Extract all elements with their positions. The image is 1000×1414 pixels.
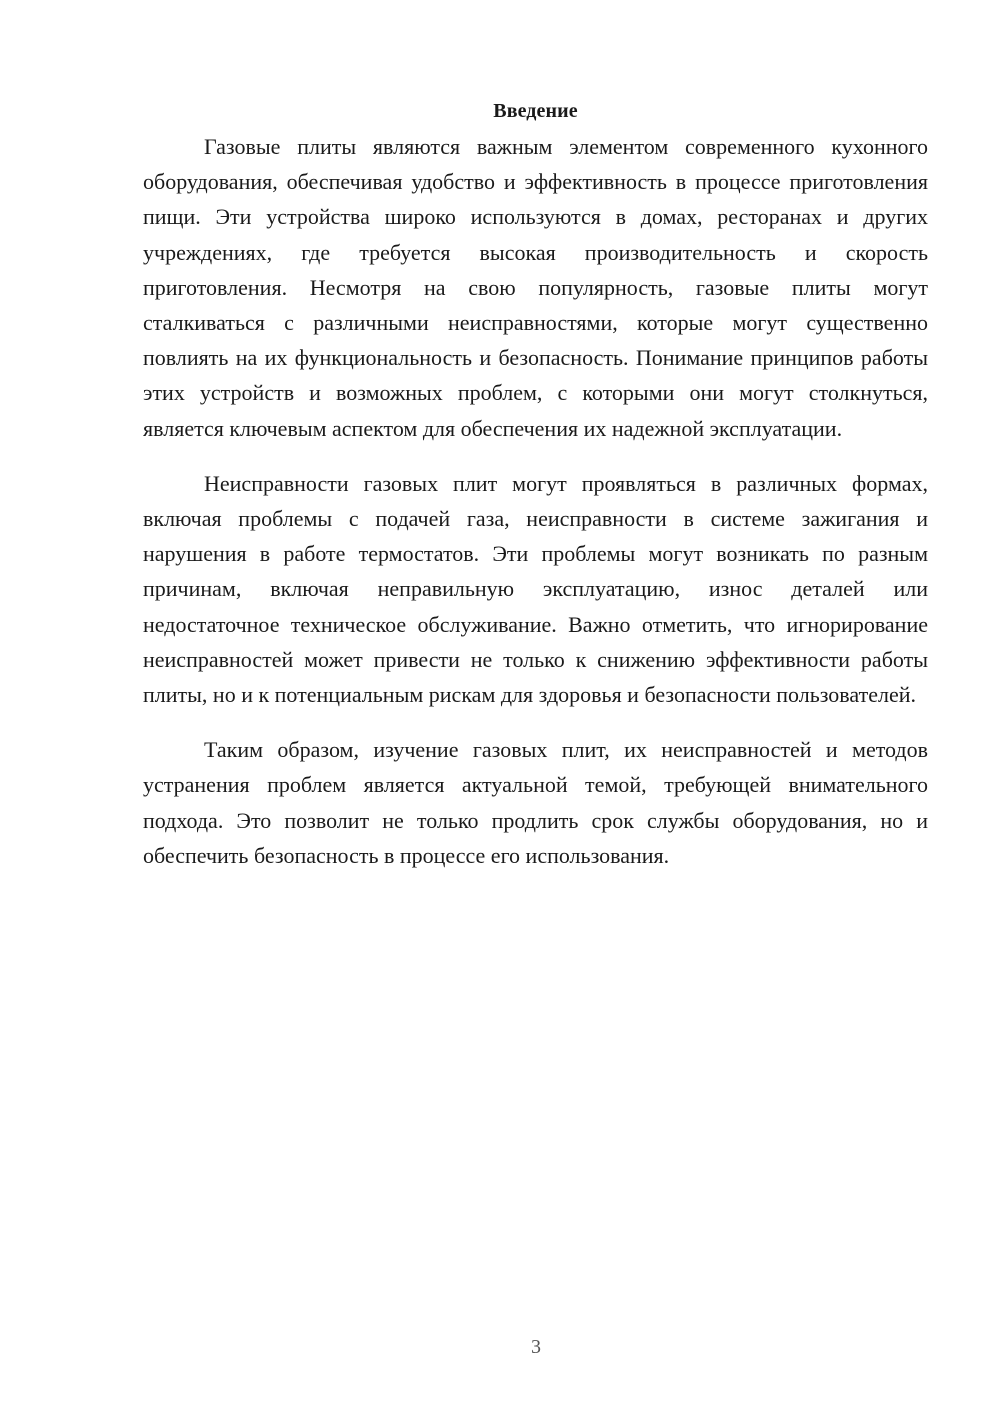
page-number: 3: [531, 1336, 541, 1358]
paragraph-2: Неисправности газовых плит могут проявляться в различных формах, включая проблемы с подачей газа, неисправности в системе зажигания и нарушения в работе термостатов. Эти проблемы могут возникать по разным причинам, включая неправильную эксплуатацию, износ деталей или недостаточное техническое обслуживание. Важно отметить, что игнорирование неисправностей может привести не только к снижению эффективности работы плиты, но и к потенциальным рискам для здоровья и безопасности пользователей.: [143, 470, 928, 708]
section-title: Введение: [493, 100, 578, 122]
page-content: [143, 94, 928, 873]
paragraph-3: Таким образом, изучение газовых плит, их неисправностей и методов устранения проблем является актуальной темой, требующей внимательного подхода. Это позволит не только продлить срок службы оборудования, но и обеспечить безопасность в процессе его использования.: [143, 737, 928, 868]
paragraph-1: Газовые плиты являются важным элементом современного кухонного оборудования, обеспечивая удобство и эффективность в процессе приготовления пищи. Эти устройства широко используются в домах, ресторанах и других учреждениях, где требуется высокая производительность и скорость приготовления. Несмотря на свою популярность, газовые плиты могут сталкиваться с различными неисправностями, которые могут существенно повлиять на их функциональность и безопасность. Понимание принципов работы этих устройств и возможных проблем, с которыми они могут столкнуться, является ключевым аспектом для обеспечения их надежной эксплуатации.: [143, 134, 928, 441]
